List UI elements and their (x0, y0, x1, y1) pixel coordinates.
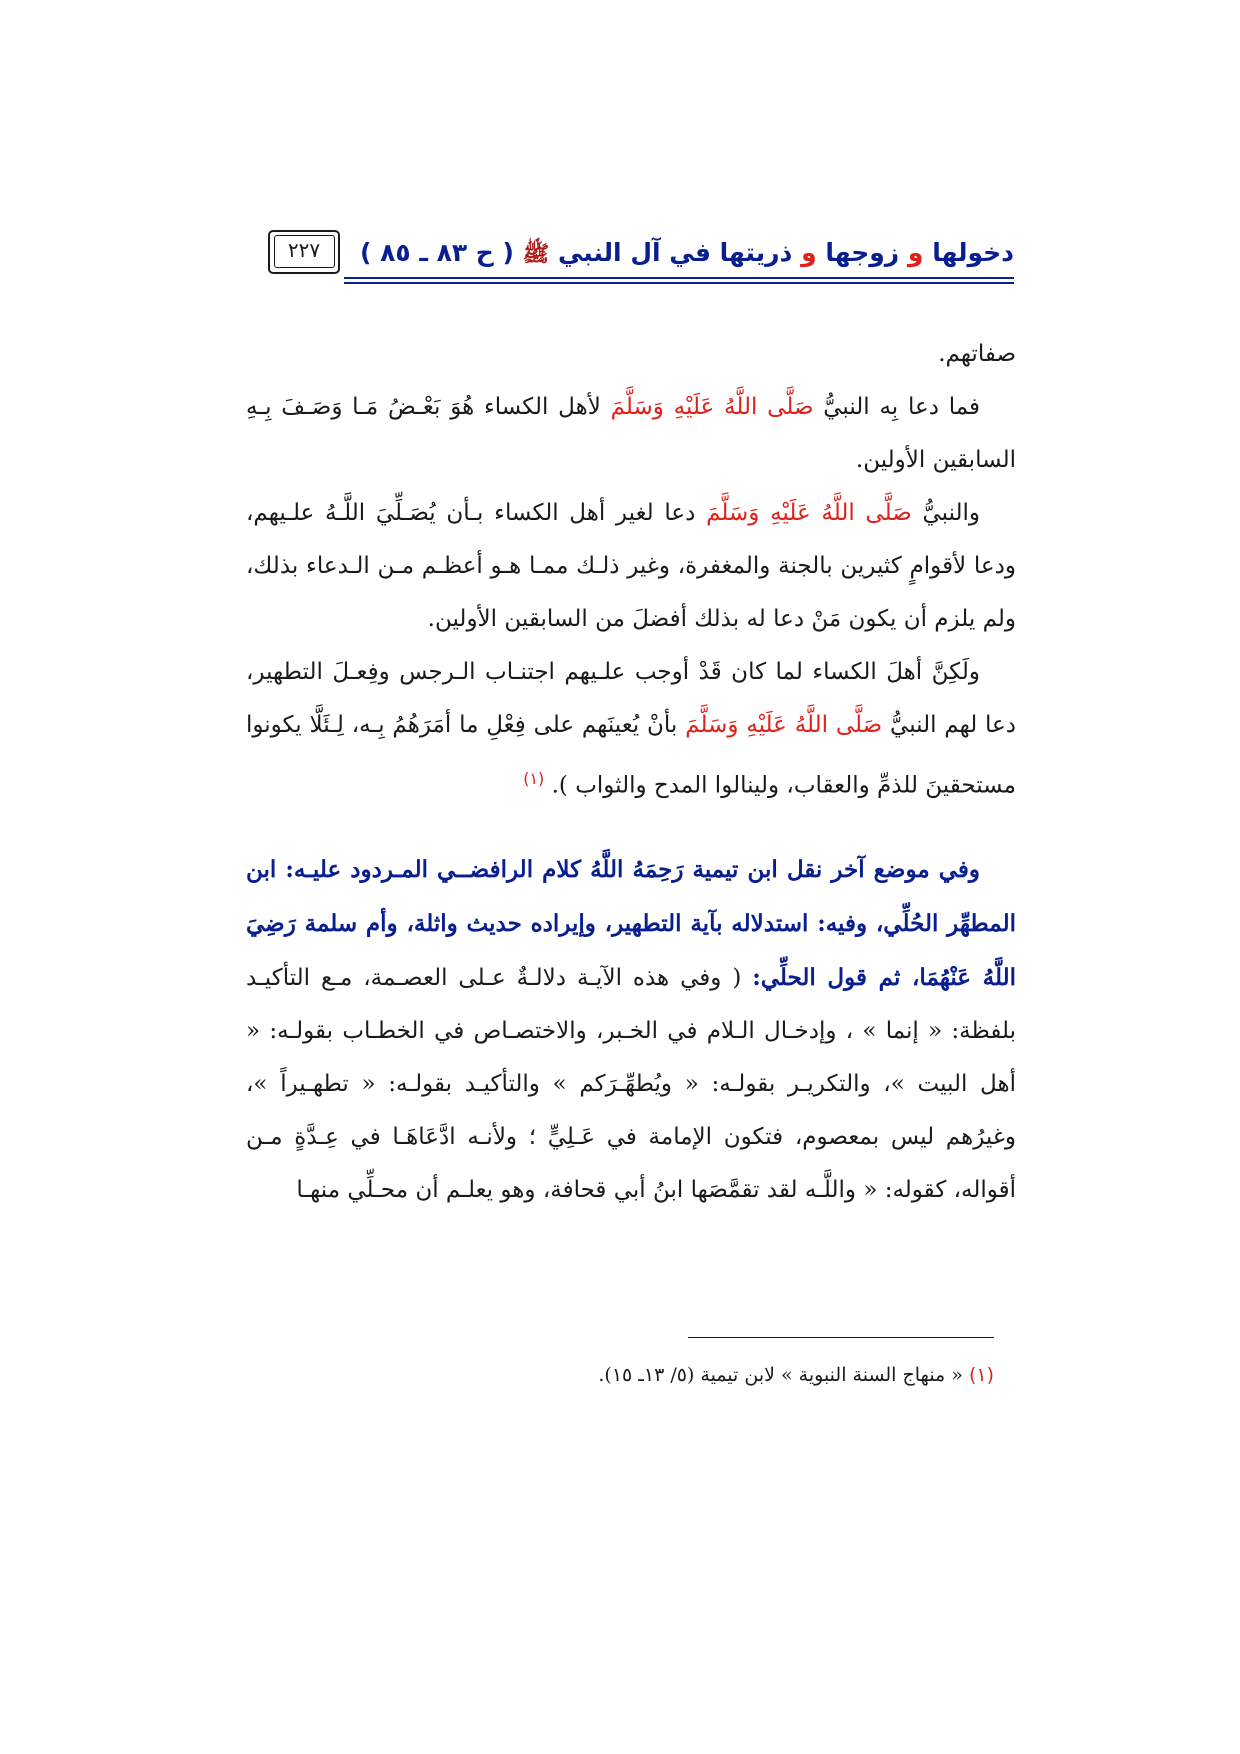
footnote-number: (١) (968, 1364, 994, 1386)
footnote-separator (688, 1337, 994, 1338)
paragraph-4-text-a: ولَكِنَّ أهلَ الكساء لما كان قَدْ أوجب علـيهم اجتنـاب الـرجس وفِعـلَ التطهير، دعا لهم النبيُّ (246, 659, 1017, 738)
header-rule-top (344, 277, 1014, 279)
salutation-phrase: صَلَّى اللَّهُ عَلَيْهِ وَسَلَّمَ (706, 500, 912, 526)
title-part-3: ذريتها في آل النبي (557, 238, 793, 267)
salutation-phrase: صَلَّى اللَّهُ عَلَيْهِ وَسَلَّمَ (685, 712, 883, 738)
highlighted-intro: وفي موضع آخر نقل ابن تيمية رَحِمَهُ اللَّهُ كلام الرافضــي المـردود عليـه: ابن المطهِّر الحُلِّي، وفيه: استدلاله بآية التطهير، وإيراده حديث واثلة، وأم سلمة رَضِيَ اللَّهُ عَنْهُمَا، ثم قول الحلِّي: (246, 855, 1016, 991)
title-conjunction-2: و (801, 238, 817, 267)
paragraph-4-text-b: بأنْ يُعينَهم على فِعْلِ ما أمَرَهُمُ بِـه، لِـئَلَّا يكونوا مستحقينَ للذمِّ والعقاب، ولينالوا المدح والثواب ). (246, 712, 1016, 799)
running-title (360, 238, 1014, 272)
title-range: ( ح ٨٣ ـ ٨٥ ) (359, 238, 514, 267)
paragraph-5-text: ( وفي هذه الآيـة دلالـةٌ عـلى العصـمة، مـع التأكيـد بلفظة: « إنما » ، وإدخـال الـلام في الخـبر، والاختصـاص في الخطـاب بقولـه: « أهل البيت »، والتكريـر بقولـه: « ويُطهِّـرَكم » والتأكيـد بقولـه: « تطهـيراً »، وغيرُهم ليس بمعصوم، فتكون الإمامة في عَـلِيٍّ ؛ ولأنـه ادَّعَاهَـا في عِـدَّةٍ مـن أقواله، كقوله: « واللَّـه لقد تقمَّصَها ابنُ أبي قحافة، وهو يعلـم أن محـلِّي منهـا (246, 964, 1016, 1203)
paragraph-4 (246, 646, 1016, 813)
footnote (246, 1360, 994, 1390)
title-conjunction-1: و (907, 238, 924, 267)
salutation-emblem: ﷺ (522, 242, 550, 267)
footnote-reference[interactable]: (١) (523, 769, 545, 788)
salutation-phrase: صَلَّى اللَّهُ عَلَيْهِ وَسَلَّمَ (610, 394, 814, 420)
paragraph-5 (246, 843, 1016, 1217)
footnote-text: « منهاج السنة النبوية » لابن تيمية (٥/ ١٣ـ ١٥). (598, 1364, 963, 1386)
paragraph-2-text-b: لأهل الكساء هُوَ بَعْـضُ مَـا وَصَـفَ بِـهِ السابقين الأولين. (246, 394, 1016, 473)
title-part-1: دخولها (932, 238, 1014, 267)
paragraph-3-text-b: دعا لغير أهل الكساء بـأن يُصَـلِّيَ اللَّـهُ علـيهم، ودعا لأقوامٍ كثيرين بالجنة والمغفرة، وغير ذلـك ممـا هـو أعظـم مـن الـدعاء بذلك، ولم يلزم أن يكون مَنْ دعا له بذلك أفضلَ من السابقين الأولين. (246, 500, 1016, 632)
paragraph-3-text-a: والنبيُّ (922, 500, 981, 526)
paragraph-1 (246, 328, 1016, 381)
paragraph-2 (246, 381, 1016, 487)
title-part-2: زوجها (825, 238, 900, 267)
paragraph-3 (246, 487, 1016, 646)
header-rule-bottom (344, 282, 1014, 284)
page-number-frame (268, 230, 340, 274)
paragraph-2-text-a: فما دعا بِه النبيُّ (823, 394, 981, 420)
main-text (246, 328, 1016, 1217)
paragraph-1-text: صفاتهم. (938, 341, 1016, 367)
page-number: ٢٢٧ (287, 238, 321, 262)
paragraph-spacer (246, 813, 1016, 843)
page-header (268, 228, 1014, 286)
